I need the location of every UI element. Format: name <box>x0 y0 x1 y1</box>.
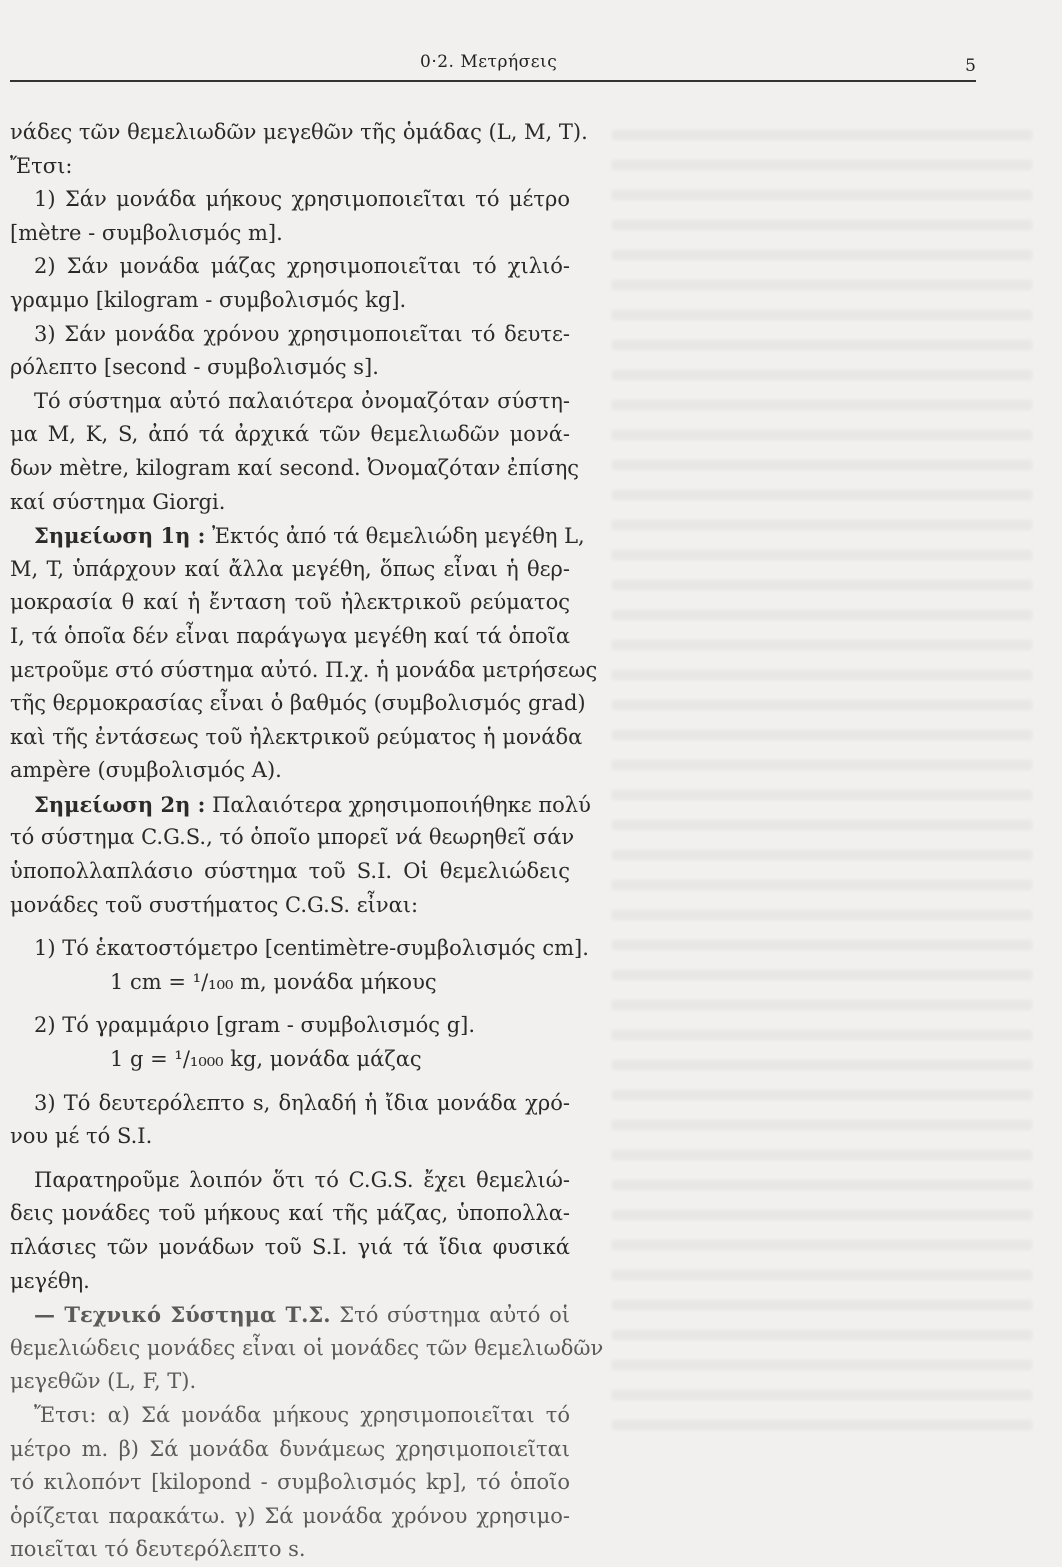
text-line: νάδες τῶν θεμελιωδῶν μεγεθῶν τῆς ὁμάδας (L, M, T). <box>10 120 588 144</box>
text-line: 2) Τό γραμμάριο [gram - συμβολισμός g]. <box>34 1013 476 1038</box>
page-number: 5 <box>965 56 976 76</box>
body-text <box>10 116 604 1567</box>
text-line: 2) Σάν μονάδα μάζας χρησιμοποιεῖται τό χιλιό- <box>34 254 570 279</box>
text-line: Ἔτσι: α) Σά μονάδα μήκους χρησιμοποιεῖται τό <box>34 1402 570 1427</box>
text-line: μονάδες τοῦ συστήματος C.G.S. εἶναι: <box>10 892 419 917</box>
text-line: τό σύστημα C.G.S., τό ὁποῖο μπορεῖ νά θεωρηθεῖ σάν <box>10 825 575 850</box>
text-line: 1) Τό ἑκατοστόμετρο [centimètre-συμβολισμός cm]. <box>34 936 589 961</box>
text-line: M, T, ὑπάρχουν καί ἄλλα μεγέθη, ὅπως εἶναι ἡ θερ- <box>10 556 570 581</box>
text-line: 3) Σάν μονάδα χρόνου χρησιμοποιεῖται τό δευτε- <box>34 321 570 346</box>
text-line: μα M, K, S, ἀπό τά ἀρχικά τῶν θεμελιωδῶν μονά- <box>10 422 570 447</box>
text-line: I, τά ὁποῖα δέν εἶναι παράγωγα μεγέθη καί τά ὁποῖα <box>10 623 570 648</box>
text-line: πλάσιες τῶν μονάδων τοῦ S.I. γιά τά ἴδια φυσικά <box>10 1235 570 1259</box>
text-line: ὑποπολλαπλάσιο σύστημα τοῦ S.I. Οἱ θεμελιώδεις <box>10 859 570 884</box>
text-line: μεγεθῶν (L, F, T). <box>10 1369 197 1394</box>
text-line: Στό σύστημα αὐτό οἱ <box>339 1303 570 1328</box>
text-line: Παρατηροῦμε λοιπόν ὅτι τό C.G.S. ἔχει θεμελιώ- <box>34 1167 570 1192</box>
text-line: Ἐκτός ἀπό τά θεμελιώδη μεγέθη L, <box>212 524 585 549</box>
formula-line: 1 g = ¹/₁₀₀₀ kg, μονάδα μάζας <box>110 1047 422 1072</box>
text-line: τό κιλοπόντ [kilopond - συμβολισμός kp], τό ὁποῖο <box>10 1470 570 1495</box>
text-line: ὁρίζεται παρακάτω. γ) Σά μονάδα χρόνου χρησιμο- <box>10 1503 570 1528</box>
header-rule <box>10 80 976 82</box>
technical-system-line <box>10 1298 570 1332</box>
text-line: Τό σύστημα αὐτό παλαιότερα ὀνομαζόταν σύστη- <box>34 388 570 413</box>
text-line: δων mètre, kilogram καί second. Ὀνομαζόταν ἐπίσης <box>10 455 580 480</box>
text-line: ποιεῖται τό δευτερόλεπτο s. <box>10 1537 306 1562</box>
text-line: νου μέ τό S.I. <box>10 1124 153 1149</box>
page-header <box>10 52 976 82</box>
note-2-line <box>10 788 591 822</box>
text-line: μοκρασία θ καί ἡ ἔνταση τοῦ ἠλεκτρικοῦ ρεύματος <box>10 590 570 615</box>
note-2-label: Σημείωση 2η : <box>34 791 206 817</box>
text-line: [mètre - συμβολισμός m]. <box>10 220 283 245</box>
text-line: καὶ τῆς ἐντάσεως τοῦ ἠλεκτρικοῦ ρεύματος ἡ μονάδα <box>10 724 583 749</box>
text-line: θεμελιώδεις μονάδες εἶναι οἱ μονάδες τῶν θεμελιωδῶν <box>10 1335 604 1360</box>
note-1-line <box>10 519 585 553</box>
technical-system-label: — Τεχνικό Σύστημα Τ.Σ. <box>34 1302 331 1328</box>
formula-line: 1 cm = ¹/₁₀₀ m, μονάδα μήκους <box>110 969 437 994</box>
text-line: δεις μονάδες τοῦ μήκους καί τῆς μάζας, ὑποπολλα- <box>10 1201 570 1226</box>
text-line: τῆς θερμοκρασίας εἶναι ὁ βαθμός (συμβολισμός grad) <box>10 691 586 716</box>
text-line: Ἔτσι: <box>10 153 73 178</box>
note-1-label: Σημείωση 1η : <box>34 523 206 549</box>
text-line: μέτρο m. β) Σά μονάδα δυνάμεως χρησιμοποιεῖται <box>10 1436 570 1461</box>
text-line: Παλαιότερα χρησιμοποιήθηκε πολύ <box>212 792 591 817</box>
text-line: 1) Σάν μονάδα μήκους χρησιμοποιεῖται τό μέτρο <box>34 187 570 212</box>
text-line: μεγέθη. <box>10 1268 90 1293</box>
text-line: ampère (συμβολισμός A). <box>10 758 282 783</box>
text-line: ρόλεπτο [second - συμβολισμός s]. <box>10 355 379 380</box>
text-line: γραμμο [kilogram - συμβολισμός kg]. <box>10 287 407 312</box>
text-line: 3) Τό δευτερόλεπτο s, δηλαδή ἡ ἴδια μονάδα χρό- <box>34 1090 570 1115</box>
text-line: καί σύστημα Giorgi. <box>10 489 226 514</box>
text-line: μετροῦμε στό σύστημα αὐτό. Π.χ. ἡ μονάδα μετρήσεως <box>10 657 598 682</box>
bleed-through-text <box>612 110 1032 1430</box>
running-title: 0·2. Μετρήσεις <box>420 52 558 72</box>
